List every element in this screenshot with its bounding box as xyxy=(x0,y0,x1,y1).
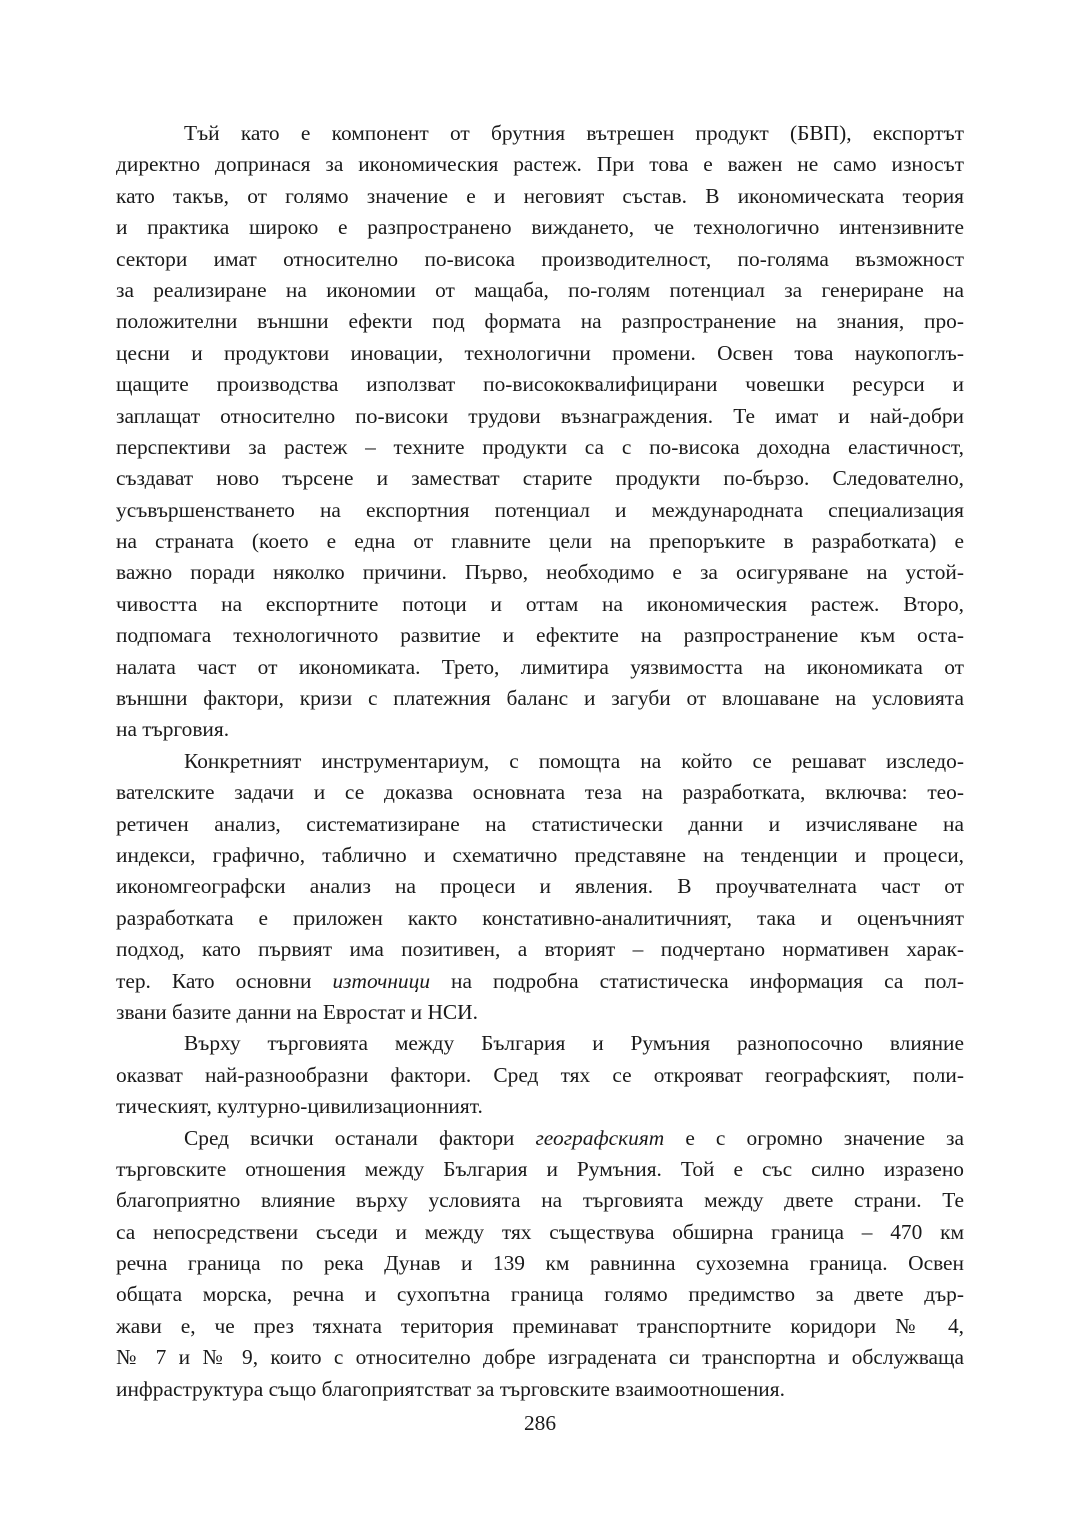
text-line: благоприятно влияние върху условията на търговията между двете страни. Те xyxy=(116,1188,964,1213)
text-line: важно поради няколко причини. Първо, необходимо е за осигуряване на устой- xyxy=(116,560,964,585)
emphasis-geographic: географският xyxy=(535,1125,665,1150)
text-run: тер. Като основни xyxy=(116,968,333,993)
text-line: чивостта на експортните потоци и оттам на икономическия растеж. Второ, xyxy=(116,591,964,616)
text-line: щащите производства използват по-висококвалифицирани човешки ресурси и xyxy=(116,372,964,397)
text-line: сектори имат относително по-висока производителност, по-голяма възможност xyxy=(116,246,964,271)
text-line: звани базите данни на Евростат и НСИ. xyxy=(116,999,478,1024)
text-line: вателските задачи и се доказва основната теза на разработката, включва: тео- xyxy=(116,780,964,805)
text-line: Тъй като е компонент от брутния вътрешен продукт (БВП), експортът xyxy=(184,121,964,145)
text-line: за реализиране на икономии от мащаба, по-голям потенциал за генериране на xyxy=(116,277,964,302)
text-line: речна граница по река Дунав и 139 км равнинна сухоземна граница. Освен xyxy=(116,1251,964,1276)
text-line: на страната (което е една от главните цели на препоръките в разработката) е xyxy=(116,529,964,554)
text-line: подпомага технологичното развитие и ефектите на разпространение към оста- xyxy=(116,623,964,648)
text-line: подход, като първият има позитивен, а вторият – подчертано нормативен харак- xyxy=(116,937,964,962)
text-line: търговските отношения между България и Румъния. Той е със силно изразено xyxy=(116,1156,964,1181)
paragraph-export-growth xyxy=(116,118,964,746)
text-line: на търговия. xyxy=(116,717,230,742)
body-text xyxy=(116,118,964,1405)
text-line: налата част от икономиката. Трето, лимитира уязвимостта на икономиката от xyxy=(116,654,964,679)
text-line: като такъв, от голямо значение е и неговият състав. В икономическата теория xyxy=(116,183,964,208)
text-line-with-emphasis xyxy=(116,1123,964,1154)
emphasis-sources: източници xyxy=(332,968,431,993)
text-line: директно допринася за икономическия растеж. При това е важен не само износът xyxy=(116,152,964,177)
text-line: заплащат относително по-високи трудови възнаграждения. Те имат и най-добри xyxy=(116,403,964,428)
text-line: цесни и продуктови иновации, технологични промени. Освен това наукопоглъ- xyxy=(116,340,964,365)
text-line-with-emphasis xyxy=(116,966,964,997)
text-line: и практика широко е разпространено виждането, че технологично интензивните xyxy=(116,215,964,240)
text-line: индекси, графично, таблично и схематично представяне на тенденции и процеси, xyxy=(116,842,964,867)
text-run: на подробна статистическа информация са пол- xyxy=(430,968,964,993)
text-line: жави е, че през тяхната територия преминават транспортните коридори № 4, xyxy=(116,1313,964,1338)
text-line: оказват най-разнообразни фактори. Сред тях се открояват географският, поли- xyxy=(116,1062,964,1087)
text-line: външни фактори, кризи с платежния баланс и загуби от влошаване на условията xyxy=(116,686,964,711)
page-number: 286 xyxy=(523,1411,557,1435)
text-line: инфраструктура също благоприятстват за търговските взаимоотношения. xyxy=(116,1376,785,1401)
text-line: усъвършенстването на експортния потенциал и международната специализация xyxy=(116,497,964,522)
text-run: Сред всички останали фактори xyxy=(184,1125,536,1150)
text-line: създават ново търсене и заместват старите продукти по-бързо. Следователно, xyxy=(116,466,964,491)
text-line: перспективи за растеж – техните продукти са с по-висока доходна еластичност, xyxy=(116,434,964,459)
paragraph-factors xyxy=(116,1028,964,1122)
paragraph-geographic-factor xyxy=(116,1123,964,1406)
text-line: № 7 и № 9, които с относително добре изградената си транспортна и обслужваща xyxy=(116,1345,964,1370)
text-run: е с огромно значение за xyxy=(664,1125,964,1150)
text-line: Конкретният инструментариум, с помощта на който се решават изследо- xyxy=(184,748,964,773)
text-line: тическият, културно-цивилизационният. xyxy=(116,1094,483,1119)
text-line: разработката е приложен както констативно-аналитичният, така и оценъчният xyxy=(116,905,964,930)
paragraph-methodology xyxy=(116,746,964,1029)
text-line: икономгеографски анализ на процеси и явления. В проучвателната част от xyxy=(116,874,964,899)
text-line: Върху търговията между България и Румъния разнопосочно влияние xyxy=(184,1031,964,1056)
text-line: ретичен анализ, систематизиране на статистически данни и изчисляване на xyxy=(116,811,964,836)
text-line: положителни външни ефекти под формата на разпространение на знания, про- xyxy=(116,309,964,334)
text-line: общата морска, речна и сухопътна граница голямо предимство за двете дър- xyxy=(116,1282,964,1307)
text-line: са непосредствени съседи и между тях съществува обширна граница – 470 км xyxy=(116,1219,964,1244)
